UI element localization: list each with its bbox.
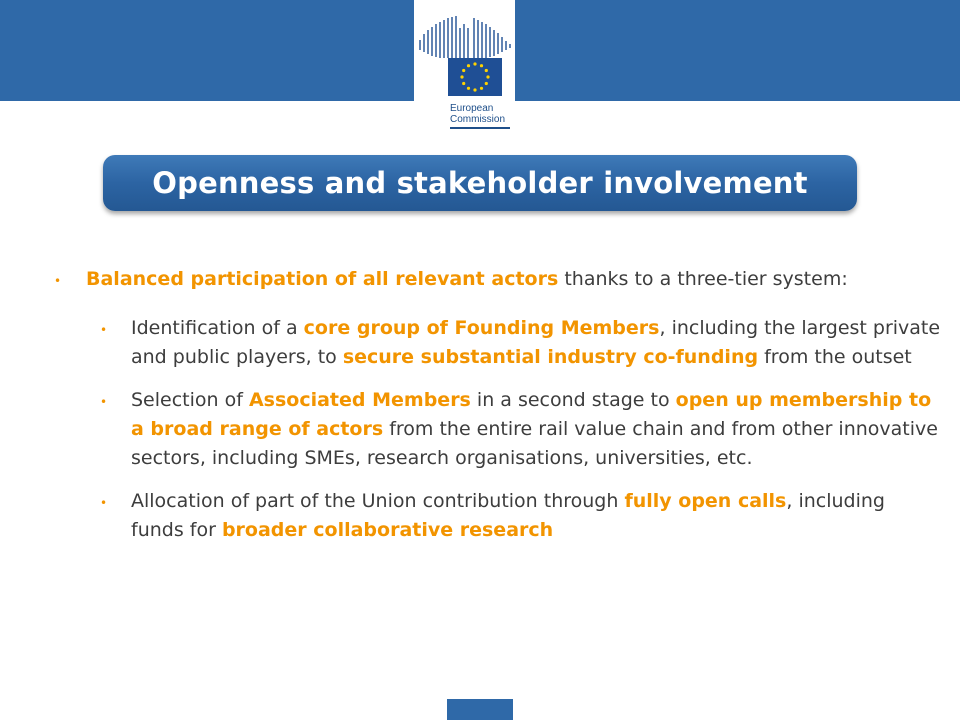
logo-underline [450, 127, 510, 129]
slide-title-banner [103, 155, 857, 211]
highlight-text: core group of Founding Members [303, 317, 660, 339]
bullet-icon: • [100, 395, 108, 409]
highlight-text: fully open calls [624, 490, 787, 512]
sub-bullet-open-calls [100, 487, 941, 545]
body-text: Identification of a [131, 317, 304, 339]
bullet-item-balanced-participation [46, 265, 946, 294]
highlight-text: secure substantial industry co-funding [342, 346, 759, 368]
body-text: thanks to a three-tier system: [558, 268, 848, 290]
body-text: Selection of [131, 389, 249, 411]
bullet-icon: • [100, 323, 108, 337]
sub-bullet-founding-members [100, 314, 941, 372]
commission-building-icon [414, 0, 515, 101]
sub-bullet-associated-members [100, 386, 941, 473]
body-text: Allocation of part of the Union contribution through [131, 490, 625, 512]
footer-blue-block [447, 699, 513, 720]
highlight-text: Associated Members [248, 389, 471, 411]
body-text: in a second stage to [470, 389, 676, 411]
logo-line-1: European [450, 103, 494, 114]
bullet-list [46, 265, 946, 545]
highlight-text: Balanced participation of all relevant actors [86, 268, 559, 290]
body-text: , including the largest private and public players, to [131, 317, 941, 368]
bullet-icon: • [54, 274, 62, 288]
bullet-icon: • [100, 496, 108, 510]
logo-line-2: Commission [450, 114, 506, 125]
body-text: from the outset [758, 346, 912, 368]
logo-label [450, 103, 505, 125]
highlight-text: open up membership to a broad range of actors [131, 389, 932, 440]
european-commission-logo [414, 0, 515, 135]
slide-title: Openness and stakeholder involvement [152, 166, 808, 200]
body-text: from the entire rail value chain and from other innovative sectors, including SMEs, research organisations, universities, etc. [131, 418, 938, 469]
body-text: , including funds for [131, 490, 885, 541]
highlight-text: broader collaborative research [221, 519, 554, 541]
